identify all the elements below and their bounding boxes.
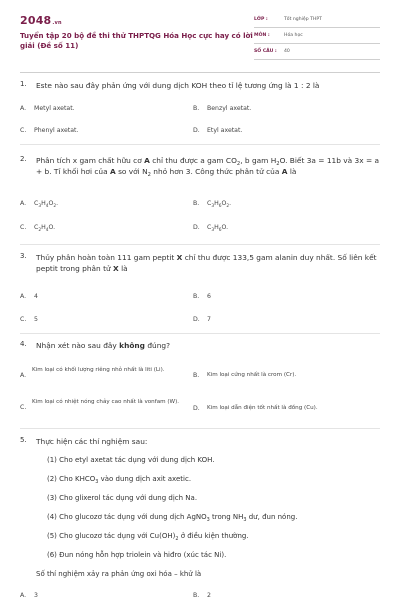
option-letter: D. <box>193 316 200 323</box>
option-letter: C. <box>20 404 27 411</box>
option-letter: D. <box>193 405 200 412</box>
option-letter: C. <box>20 127 27 134</box>
header-divider <box>20 72 380 73</box>
option-formula: $C_3H_4O_2$. <box>34 200 59 209</box>
option-text: Kim loại dẫn điện tốt nhất là đồng (Cu). <box>207 405 318 411</box>
option-formula: $C_2H_4O$. <box>34 224 56 233</box>
option-letter: A. <box>20 200 27 207</box>
option-letter: A. <box>20 372 27 379</box>
option-letter: B. <box>193 200 200 207</box>
meta-value: Tốt nghiệp THPT <box>284 17 322 22</box>
question-text: Este nào sau đây phản ứng với dung dịch KOH theo tỉ lệ tương ứng là 1 : 2 là <box>36 81 320 90</box>
question-divider <box>20 428 380 429</box>
option-letter: C. <box>20 224 27 231</box>
option-letter: D. <box>193 224 200 231</box>
option-text: Kim loại có nhiệt nóng chảy cao nhất là vonfam (W). <box>32 399 180 405</box>
site-logo[interactable] <box>20 14 62 27</box>
option-letter: A. <box>20 293 27 300</box>
option-letter: B. <box>193 592 200 599</box>
meta-value: 40 <box>284 49 290 54</box>
logo-main: 2048 <box>20 14 52 27</box>
experiment-2: (2) Cho $KHCO_3$ vào dung dịch axit axetic. <box>47 475 192 485</box>
option-text: Metyl axetat. <box>34 105 75 112</box>
option-text: 5 <box>34 316 38 323</box>
question-number: 1. <box>20 80 27 88</box>
option-text: Kim loại có khối lượng riêng nhỏ nhất là liti (Li). <box>32 367 165 373</box>
experiment-5: (5) Cho glucozơ tác dụng với $Cu(OH)_2$ ở điều kiện thường. <box>47 532 249 542</box>
experiment-1: (1) Cho etyl axetat tác dụng với dung dịch KOH. <box>47 456 215 464</box>
question-divider <box>20 144 380 145</box>
option-letter: D. <box>193 127 200 134</box>
experiment-4: (4) Cho glucozơ tác dụng với dung dịch AgNO$_3$ trong $NH_3$ dư, đun nóng. <box>47 513 298 523</box>
question-text: Thủy phân hoàn toàn 111 gam peptit X chỉ thu được 133,5 gam alanin duy nhất. Số liên kết peptit trong phân tử X là <box>36 253 377 273</box>
option-text: 3 <box>34 592 38 599</box>
option-formula: $C_3H_6O$. <box>207 224 229 233</box>
question-number: 2. <box>20 155 27 163</box>
option-text: Benzyl axetat. <box>207 105 252 112</box>
page-header <box>0 0 400 72</box>
option-text: 4 <box>34 293 38 300</box>
option-letter: A. <box>20 592 27 599</box>
option-text: Phenyl axetat. <box>34 127 79 134</box>
question-text: Nhận xét nào sau đây không đúng? <box>36 341 170 350</box>
option-text: Kim loại cứng nhất là crom (Cr). <box>207 372 297 378</box>
logo-tld: .vn <box>52 20 62 26</box>
option-letter: B. <box>193 372 200 379</box>
question-number: 3. <box>20 252 27 260</box>
question-number: 5. <box>20 436 27 444</box>
question-text: Thực hiện các thí nghiệm sau: <box>36 437 148 446</box>
option-letter: B. <box>193 105 200 112</box>
question-divider <box>20 244 380 245</box>
question-number: 4. <box>20 340 27 348</box>
option-text: 2 <box>207 592 211 599</box>
question-text: Phân tích x gam chất hữu cơ A chỉ thu được a gam $CO_2$, b gam $H_2O$. Biết 3a = 11b và 3x = a + b. Tỉ khối hơi của A so với $N_2$ nhỏ hơn 3. Công thức phân tử của A là <box>36 156 380 178</box>
meta-key: MÔN : <box>254 33 270 38</box>
question-closing: Số thí nghiệm xảy ra phản ứng oxi hóa – khử là <box>36 570 202 578</box>
option-letter: B. <box>193 293 200 300</box>
option-text: Etyl axetat. <box>207 127 243 134</box>
option-formula: $C_3H_6O_2$. <box>207 200 232 209</box>
experiment-3: (3) Cho glixerol tác dụng với dung dịch Na. <box>47 494 198 502</box>
meta-key: SỐ CÂU : <box>254 49 277 54</box>
option-text: 6 <box>207 293 211 300</box>
option-letter: A. <box>20 105 27 112</box>
option-letter: C. <box>20 316 27 323</box>
meta-row-subject <box>254 30 380 44</box>
meta-key: LỚP : <box>254 17 268 22</box>
meta-row-question-count <box>254 46 380 60</box>
exam-meta <box>254 14 380 62</box>
option-text: 7 <box>207 316 211 323</box>
meta-row-class <box>254 14 380 28</box>
meta-value: Hóa học <box>284 33 303 38</box>
document-title: Tuyển tập 20 bộ đề thi thử THPTQG Hóa Học cực hay có lời giải (Đề số 11) <box>20 31 253 50</box>
question-divider <box>20 333 380 334</box>
experiment-6: (6) Đun nóng hỗn hợp triolein và hiđro (xúc tác Ni). <box>47 551 227 559</box>
